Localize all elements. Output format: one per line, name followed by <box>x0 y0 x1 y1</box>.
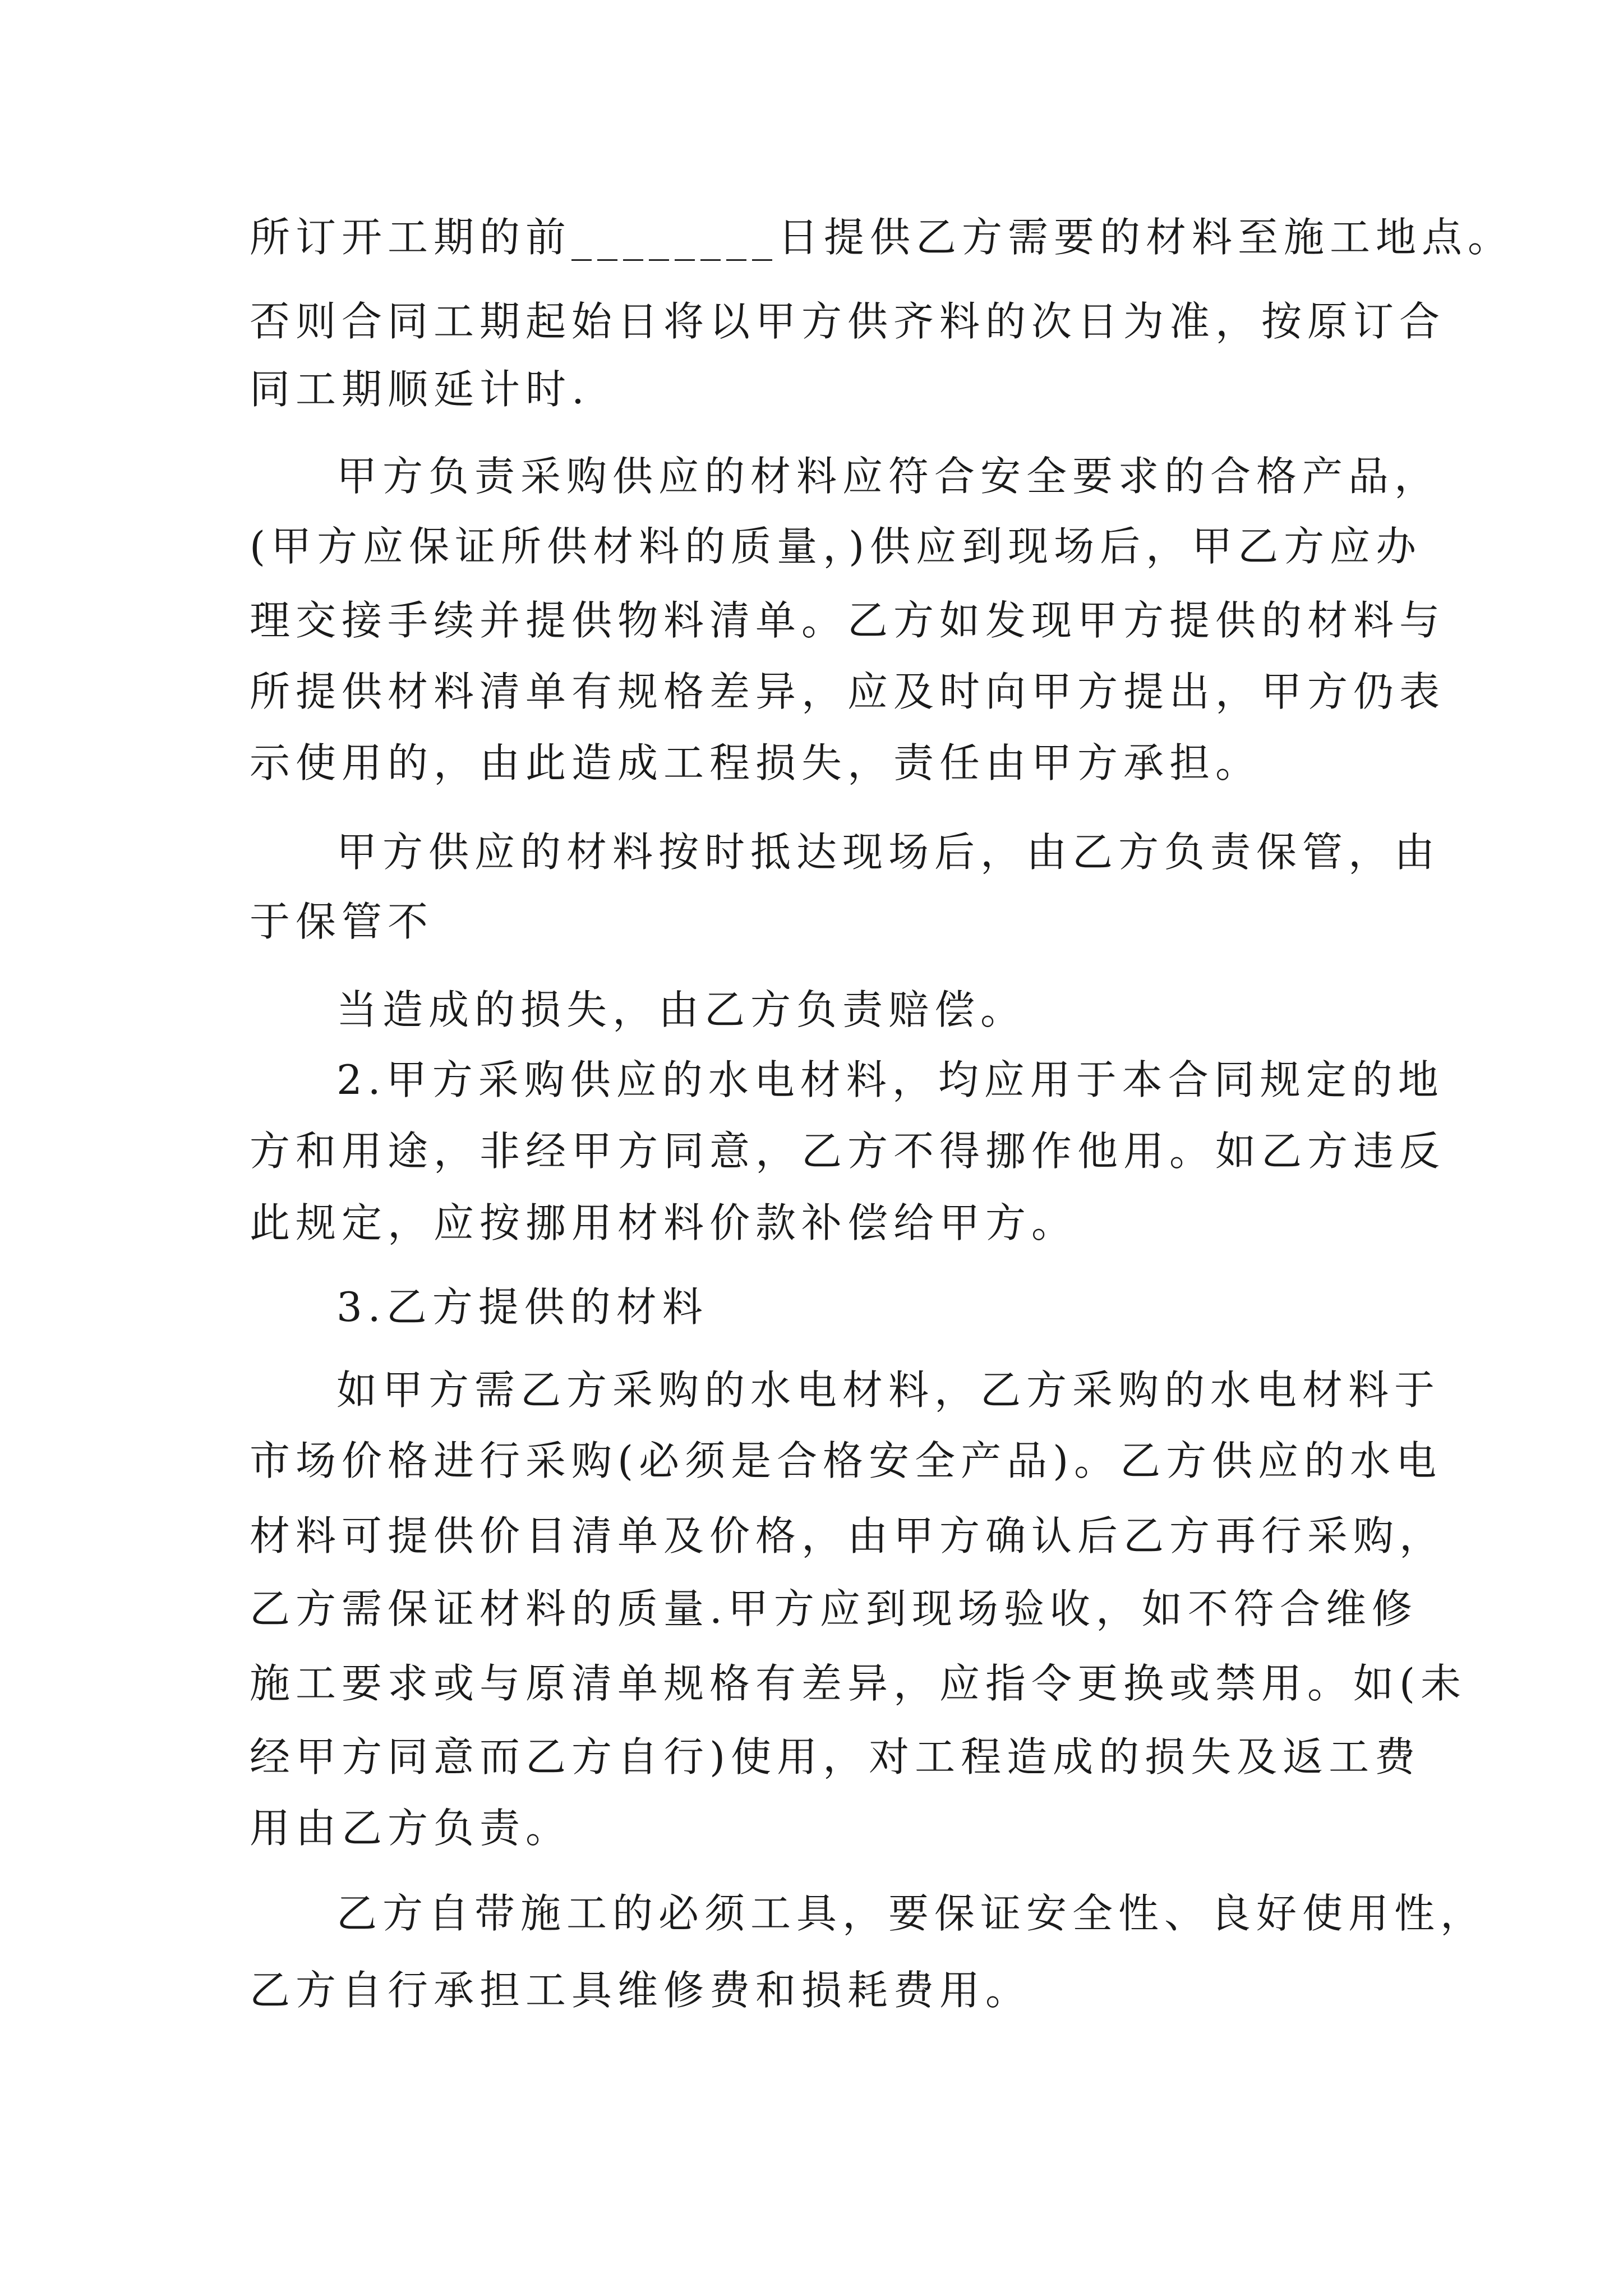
text-line: 如甲方需乙方采购的水电材料，乙方采购的水电材料于 <box>336 1366 1441 1414</box>
text-line: 2.甲方采购供应的水电材料，均应用于本合同规定的地 <box>336 1056 1444 1103</box>
text-line: 经甲方同意而乙方自行)使用，对工程造成的损失及返工费 <box>250 1733 1421 1780</box>
text-line: 此规定，应按挪用材料价款补偿给甲方。 <box>250 1199 1078 1246</box>
text-line: 当造成的损失，由乙方负责赔偿。 <box>336 986 1027 1033</box>
text-line: (甲方应保证所供材料的质量，)供应到现场后，甲乙方应办 <box>250 523 1422 570</box>
text-line: 同工期顺延计时. <box>250 366 590 413</box>
text-line: 所提供材料清单有规格差异，应及时向甲方提出，甲方仍表 <box>250 668 1446 715</box>
text-line: 示使用的，由此造成工程损失，责任由甲方承担。 <box>250 739 1262 786</box>
text-line: 于保管不 <box>250 898 434 945</box>
text-line: 乙方自行承担工具维修费和损耗费用。 <box>250 1967 1032 2014</box>
text-line: 理交接手续并提供物料清单。乙方如发现甲方提供的材料与 <box>250 597 1446 644</box>
text-line: 用由乙方负责。 <box>250 1805 572 1852</box>
text-line: 乙方需保证材料的质量.甲方应到现场验收，如不符合维修 <box>250 1585 1418 1632</box>
text-line: 施工要求或与原清单规格有差异，应指令更换或禁用。如(未 <box>250 1660 1467 1707</box>
text-line: 甲方供应的材料按时抵达现场后，由乙方负责保管，由 <box>336 829 1441 876</box>
text-line: 材料可提供价目清单及价格，由甲方确认后乙方再行采购， <box>250 1512 1446 1559</box>
text-line: 3.乙方提供的材料 <box>336 1283 708 1331</box>
text-line: 市场价格进行采购(必须是合格安全产品)。乙方供应的水电 <box>250 1437 1442 1484</box>
text-line: 否则合同工期起始日将以甲方供齐料的次日为准，按原订合 <box>250 298 1446 345</box>
text-line: 甲方负责采购供应的材料应符合安全要求的合格产品， <box>336 453 1441 500</box>
text-line: 所订开工期的前________日提供乙方需要的材料至施工地点。 <box>250 214 1514 261</box>
text-line: 方和用途，非经甲方同意，乙方不得挪作他用。如乙方违反 <box>250 1128 1446 1175</box>
text-line: 乙方自带施工的必须工具，要保证安全性、良好使用性， <box>336 1890 1487 1937</box>
